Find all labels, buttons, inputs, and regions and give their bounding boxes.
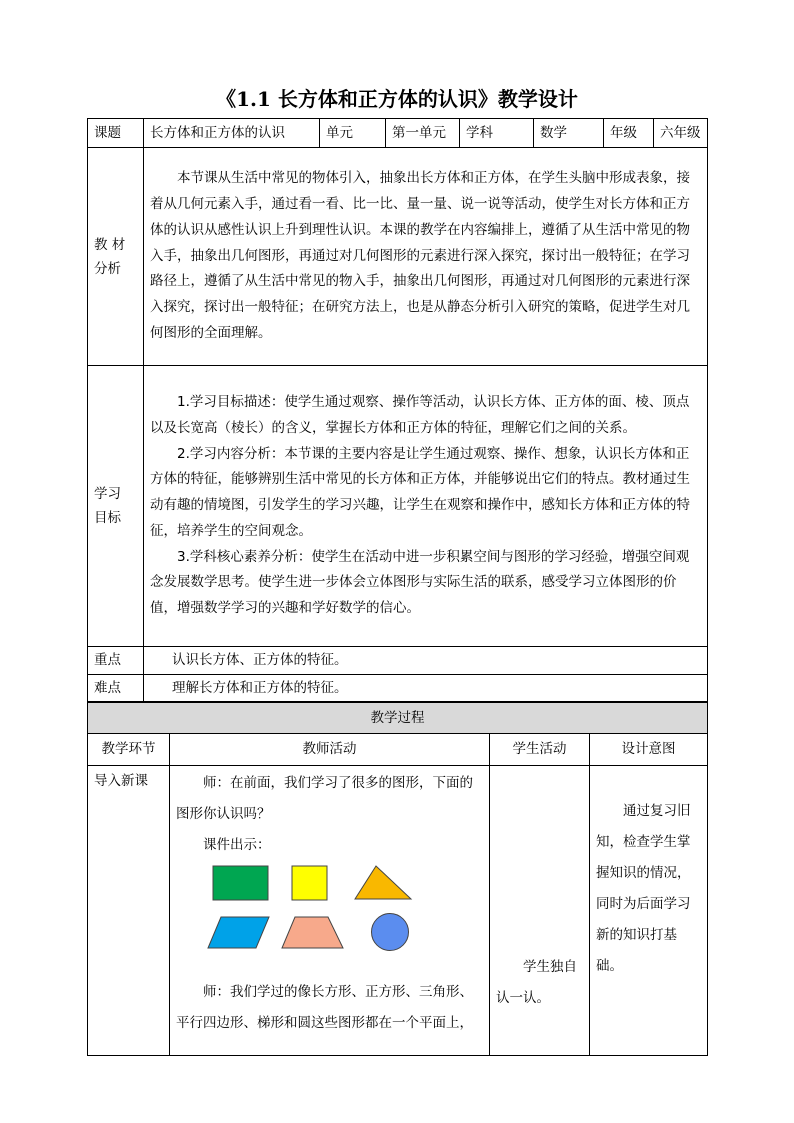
- teaching-process-table: [87, 702, 708, 1056]
- analysis-row: [88, 148, 708, 366]
- subject-label: 学科: [460, 119, 534, 148]
- key-point-label: 重点: [88, 647, 144, 675]
- circle-shape: [372, 914, 409, 951]
- analysis-text-cell: [144, 148, 708, 366]
- difficulty-label: 难点: [88, 675, 144, 702]
- shapes-figure: [176, 861, 483, 963]
- triangle-shape: [355, 866, 411, 899]
- key-point-text: 认识长方体、正方体的特征。: [144, 647, 708, 675]
- objectives-text-cell: [144, 366, 708, 647]
- difficulty-row: [88, 675, 708, 702]
- objective-p1: 1.学习目标描述：使学生通过观察、操作等活动，认识长方体、正方体的面、棱、顶点以及长宽高（棱长）的含义，掌握长方体和正方体的特征，理解它们之间的关系。: [150, 393, 690, 436]
- grade-value: 六年级: [654, 119, 708, 148]
- rectangle-shape: [213, 866, 268, 900]
- analysis-label: 教 材 分析: [88, 148, 144, 366]
- square-shape: [292, 866, 327, 900]
- analysis-text: 本节课从生活中常见的物体引入，抽象出长方体和正方体，在学生头脑中形成表象，接着从几何元素入手，通过看一看、比一比、量一量、说一说等活动，使学生对长方体和正方体的认识从感性认识上升到理性认识。本课的教学在内容编排上，遵循了从生活中常见的物入手，抽象出几何图形，再通过对几何图形的元素进行深入探究，探讨出一般特征；在学习路径上，遵循了从生活中常见的物入手，抽象出几何图形，再通过对几何图形的元素进行深入探究，探讨出一般特征；在研究方法上，也是从静态分析引入研究的策略，促进学生对几何图形的全面理解。: [150, 170, 690, 341]
- stage-name: 导入新课: [94, 773, 148, 789]
- process-header: 教学过程: [88, 703, 708, 734]
- document-title: 《1.1 长方体和正方体的认识》教学设计: [216, 87, 578, 111]
- teacher-question: 师：在前面，我们学习了很多的图形，下面的图形你认识吗？: [176, 775, 473, 822]
- design-intent: 通过复习旧知，检查学生掌握知识的情况，同时为后面学习新的知识打基础。: [596, 803, 691, 974]
- student-activity-cell: [490, 766, 590, 1056]
- stage-cell: [88, 766, 170, 1056]
- objective-p3: 3.学科核心素养分析：使学生在活动中进一步积累空间与图形的学习经验，增强空间观念发展数学思考。使学生进一步体会立体图形与实际生活的联系，感受学习立体图形的价值，增强数学学习的兴趣和学好数学的信心。: [150, 548, 690, 617]
- parallelogram-shape: [208, 917, 269, 948]
- unit-value: 第一单元: [386, 119, 460, 148]
- column-intent: 设计意图: [590, 734, 708, 766]
- objectives-row: [88, 366, 708, 647]
- teacher-summary: 师：我们学过的像长方形、正方形、三角形、平行四边形、梯形和圆这些图形都在一个平面上，: [176, 984, 473, 1031]
- difficulty-text: 理解长方体和正方体的特征。: [144, 675, 708, 702]
- courseware-label: 课件出示：: [203, 837, 271, 853]
- student-activity: 学生独自认一认。: [496, 959, 577, 1006]
- design-intent-cell: [590, 766, 708, 1056]
- objective-p2: 2.学习内容分析：本节课的主要内容是让学生通过观察、操作、想象，认识长方体和正方体的特征，能够辨别生活中常见的长方体和正方体，并能够说出它们的特点。教材通过生动有趣的情境图，引发学生的学习兴趣，让学生在观察和操作中，感知长方体和正方体的特征，培养学生的空间观念。: [150, 445, 690, 539]
- teacher-activity-cell: [170, 766, 490, 1056]
- process-columns-row: [88, 734, 708, 766]
- objectives-label: 学习 目标: [88, 366, 144, 647]
- column-student: 学生活动: [490, 734, 590, 766]
- grade-label: 年级: [604, 119, 654, 148]
- key-point-row: [88, 647, 708, 675]
- lesson-info-table: [87, 118, 708, 702]
- subject-value: 数学: [534, 119, 604, 148]
- shapes-svg: [176, 861, 476, 963]
- info-row: [88, 119, 708, 148]
- process-row-intro: [88, 766, 708, 1056]
- topic-label: 课题: [88, 119, 144, 148]
- topic-value: 长方体和正方体的认识: [144, 119, 320, 148]
- column-teacher: 教师活动: [170, 734, 490, 766]
- unit-label: 单元: [320, 119, 386, 148]
- column-stage: 教学环节: [88, 734, 170, 766]
- process-header-row: [88, 703, 708, 734]
- trapezoid-shape: [282, 917, 343, 948]
